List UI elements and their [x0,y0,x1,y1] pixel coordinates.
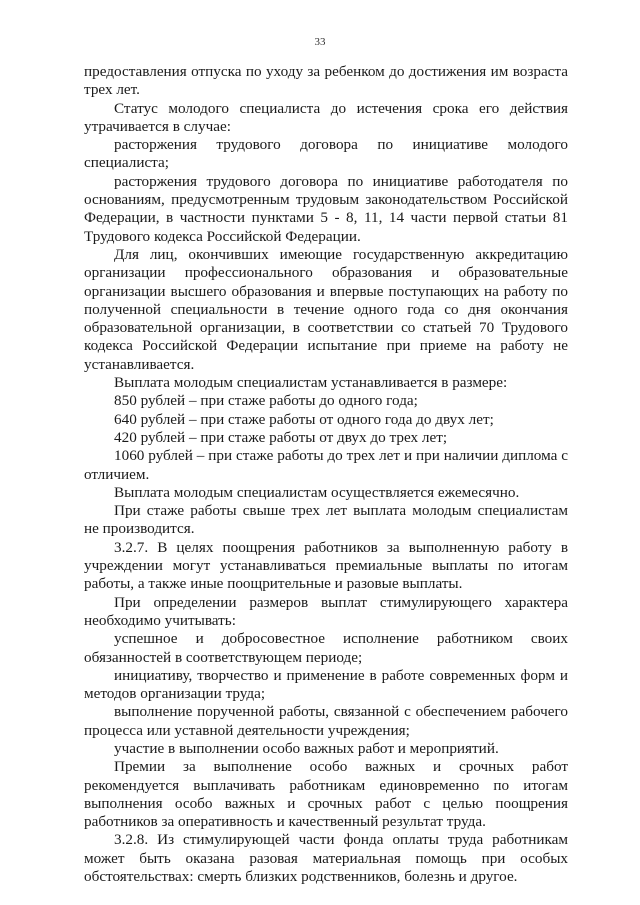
list-item: выполнение порученной работы, связанной с обеспечением рабочего процесса или уставной деятельности учреждения; [84,703,568,739]
paragraph: предоставления отпуска по уходу за ребенком до достижения им возраста трех лет. [84,63,568,99]
list-item: успешное и добросовестное исполнение работником своих обязанностей в соответствующем периоде; [84,630,568,666]
paragraph: При определении размеров выплат стимулирующего характера необходимо учитывать: [84,593,568,629]
paragraph: расторжения трудового договора по инициативе работодателя по основаниям, предусмотренным трудовым законодательством Российской Федерации, в частности пунктами 5 - 8, 11, 14 части первой статьи 81 Трудового кодекса Российской Федерации. [84,172,568,245]
document-body [84,63,568,886]
page-number: 33 [314,36,326,48]
paragraph: Статус молодого специалиста до истечения срока его действия утрачивается в случае: [84,99,568,135]
paragraph: 3.2.7. В целях поощрения работников за выполненную работу в учреждении могут устанавливаться премиальные выплаты по итогам работы, а также иные поощрительные и разовые выплаты. [84,538,568,593]
list-item: участие в выполнении особо важных работ и мероприятий. [114,739,499,757]
paragraph: Выплата молодым специалистам устанавливается в размере: [114,374,508,392]
list-item: 1060 рублей – при стаже работы до трех лет и при наличии диплома с отличием. [84,447,568,483]
paragraph: расторжения трудового договора по инициативе молодого специалиста; [84,136,568,172]
list-item: инициативу, творчество и применение в работе современных форм и методов организации труда; [84,666,568,703]
paragraph: 3.2.8. Из стимулирующей части фонда оплаты труда работникам может быть оказана разовая материальная помощь при особых обстоятельствах: смерть близких родственников, болезнь и другое. [84,831,568,886]
list-item: 640 рублей – при стаже работы от одного года до двух лет; [114,410,494,428]
paragraph: При стаже работы свыше трех лет выплата молодым специалистам не производится. [84,502,568,538]
paragraph: Премии за выполнение особо важных и срочных работ рекомендуется выплачивать работникам единовременно по итогам выполнения особо важных и срочных работ с целью поощрения работников за оперативность и качественный результат труда. [84,758,568,831]
list-item: 850 рублей – при стаже работы до одного года; [114,392,418,410]
paragraph: Для лиц, окончивших имеющие государственную аккредитацию организации профессионального образования и образовательные организации высшего образования и впервые поступающих на работу по полученной специальности в течение одного года со дня окончания образовательной организации, в соответствии со статьей 70 Трудового кодекса Российской Федерации испытание при приеме на работу не устанавливается. [84,245,568,373]
list-item: 420 рублей – при стаже работы от двух до трех лет; [114,428,448,446]
paragraph: Выплата молодым специалистам осуществляется ежемесячно. [114,483,520,501]
